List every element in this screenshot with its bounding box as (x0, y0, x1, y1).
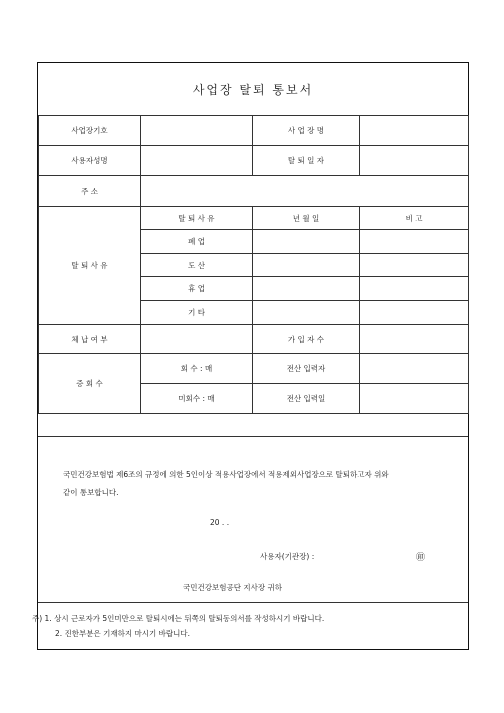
field-bankruptcy-date[interactable] (253, 254, 360, 277)
label-arrears: 체 납 여 부 (39, 325, 141, 354)
label-biz-name: 사 업 장 명 (253, 116, 360, 146)
label-withdraw-reason: 탈 퇴 사 유 (39, 207, 141, 325)
form-frame (32, 62, 469, 650)
label-withdraw-date: 탈 퇴 일 자 (253, 146, 360, 176)
statement-line-2: 같이 통보합니다. (63, 488, 119, 497)
label-owner-name: 사용자성명 (39, 146, 141, 176)
header-date: 년 월 일 (253, 207, 360, 230)
field-closure-remarks[interactable] (360, 230, 469, 254)
field-arrears[interactable] (141, 325, 253, 354)
field-address[interactable] (141, 176, 469, 207)
field-computer-input-date[interactable] (360, 384, 469, 414)
field-bankruptcy-remarks[interactable] (360, 254, 469, 277)
field-biz-code[interactable] (141, 116, 253, 146)
header-remarks: 비 고 (360, 207, 469, 230)
reason-closure: 폐 업 (141, 230, 253, 254)
header-reason: 탈 퇴 사 유 (141, 207, 253, 230)
form-title: 사업장 탈퇴 통보서 (192, 82, 314, 97)
notes-section (32, 602, 468, 650)
field-suspension-remarks[interactable] (360, 277, 469, 301)
reason-other: 기 타 (141, 301, 253, 325)
field-suspension-date[interactable] (253, 277, 360, 301)
statement-section (38, 436, 468, 603)
reason-suspension: 휴 업 (141, 277, 253, 301)
form-table (38, 115, 469, 414)
field-closure-date[interactable] (253, 230, 360, 254)
label-card-return: 증 회 수 (39, 354, 141, 414)
recipient-line: 국민건강보험공단 지사장 귀하 (183, 583, 282, 592)
label-member-count: 가 입 자 수 (253, 325, 360, 354)
field-owner-name[interactable] (141, 146, 253, 176)
not-returned-count: 미회수 : 매 (141, 384, 253, 414)
label-address: 주 소 (39, 176, 141, 207)
note-1: 주) 1. 상시 근로자가 5인미만으로 탈퇴시에는 뒤쪽의 탈퇴동의서를 작성하시기 바랍니다. (32, 614, 325, 623)
field-other-date[interactable] (253, 301, 360, 325)
label-computer-input-date: 전산 입력일 (253, 384, 360, 414)
field-member-count[interactable] (360, 325, 469, 354)
label-computer-input: 전산 입력자 (253, 354, 360, 384)
label-biz-code: 사업장기호 (39, 116, 141, 146)
statement-line-1: 국민건강보험법 제6조의 규정에 의한 5인이상 적용사업장에서 적용제외사업장으로 탈퇴하고자 위와 (63, 470, 389, 479)
seal-mark: ㊞ (416, 553, 426, 563)
reason-bankruptcy: 도 산 (141, 254, 253, 277)
field-other-remarks[interactable] (360, 301, 469, 325)
field-biz-name[interactable] (360, 116, 469, 146)
date-line: 20 . . (210, 518, 230, 527)
note-2: 2. 진한부분은 기재하지 마시기 바랍니다. (55, 629, 190, 638)
returned-count: 회 수 : 매 (141, 354, 253, 384)
field-computer-input[interactable] (360, 354, 469, 384)
employer-label: 사용자(기관장) : (260, 552, 315, 561)
field-withdraw-date[interactable] (360, 146, 469, 176)
